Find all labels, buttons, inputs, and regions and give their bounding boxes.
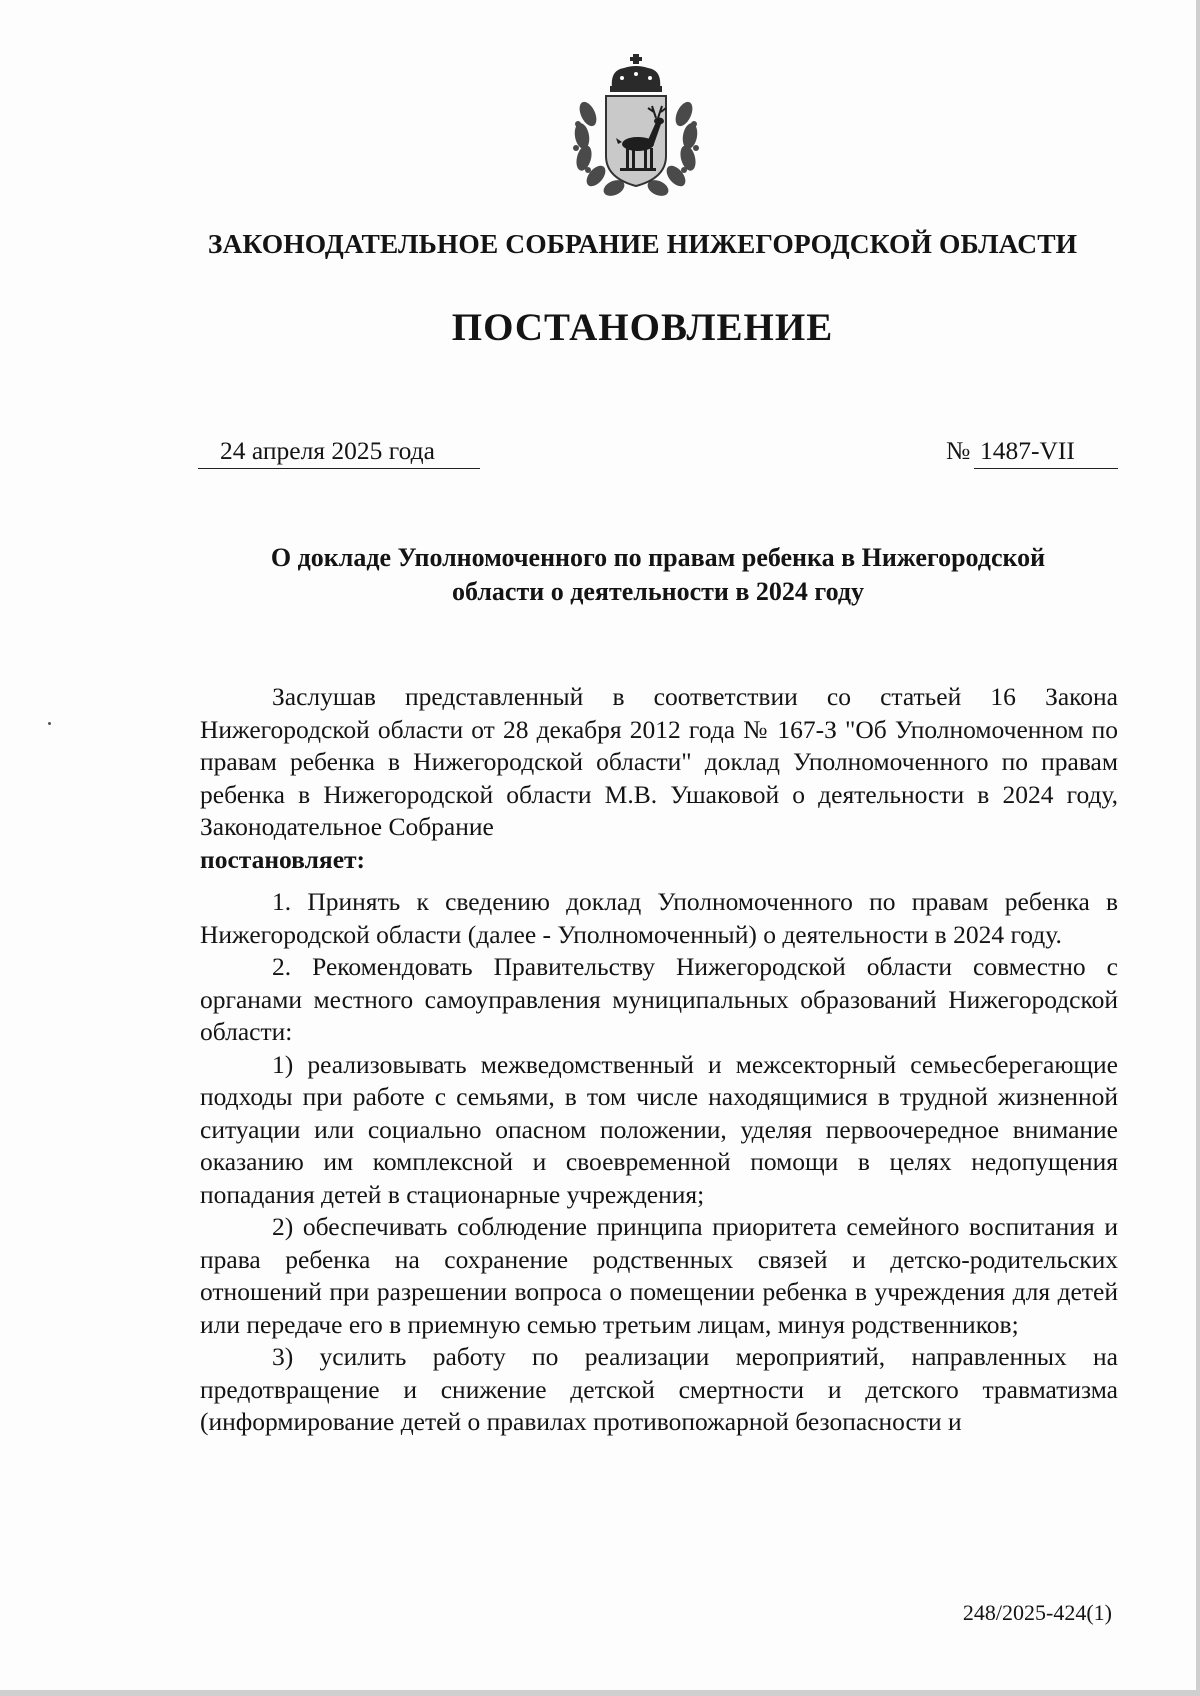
paragraph-1: 1. Принять к сведению доклад Уполномоченного по правам ребенка в Нижегородской области (далее - Уполномоченный) о деятельности в 2024 году.	[200, 887, 1118, 949]
paragraph-2-item-2: 2) обеспечивать соблюдение принципа приоритета семейного воспитания и права ребенка на сохранение родственных связей и детско-родительских отношений при разрешении вопроса о помещении ребенка в учреждения для детей или передаче его в приемную семью третьим лицам, минуя родственников;	[200, 1212, 1118, 1339]
subject-line-2: области о деятельности в 2024 году	[451, 577, 864, 606]
subject-line-1: О докладе Уполномоченного по правам ребенка в Нижегородской	[270, 543, 1046, 572]
number-sign: №	[946, 436, 971, 465]
document-number: 1487-VII	[974, 434, 1118, 469]
document-subject	[198, 541, 1118, 609]
document-body	[200, 681, 1118, 1439]
intro-resolution-word: постановляет:	[200, 844, 366, 874]
document-reference: 248/2025-424(1)	[962, 1600, 1112, 1625]
intro-text: Заслушав представленный в соответствии со статьей 16 Закона Нижегородской области от 28 декабря 2012 года № 167-З "Об Уполномоченном по правам ребенка в Нижегородской области" доклад Уполномоченного по правам ребенка в Нижегородской области М.В. Ушаковой о деятельности в 2024 году, Законодательное Собрание	[200, 682, 1118, 841]
paragraph-2-item-3: 3) усилить работу по реализации мероприятий, направленных на предотвращение и снижение детской смертности и детского травматизма (информирование детей о правилах противопожарной безопасности и	[200, 1342, 1118, 1436]
paragraph-2: 2. Рекомендовать Правительству Нижегородской области совместно с органами местного самоуправления муниципальных образований Нижегородской области:	[200, 952, 1118, 1046]
intro-paragraph	[200, 681, 1118, 876]
coat-of-arms-icon	[566, 52, 706, 200]
document-date: 24 апреля 2025 года	[198, 434, 480, 469]
organization-title: ЗАКОНОДАТЕЛЬНОЕ СОБРАНИЕ НИЖЕГОРОДСКОЙ ОБЛАСТИ	[207, 228, 1078, 259]
paragraph-2-item-1: 1) реализовывать межведомственный и межсекторный семьесберегающие подходы при работе с семьями, в том числе находящимися в трудной жизненной ситуации или социально опасном положении, уделяя первоочередное внимание оказанию им комплексной и своевременной помощи в целях недопущения попадания детей в стационарные учреждения;	[200, 1049, 1118, 1209]
scan-speck	[48, 722, 51, 725]
document-type: ПОСТАНОВЛЕНИЕ	[451, 306, 834, 349]
